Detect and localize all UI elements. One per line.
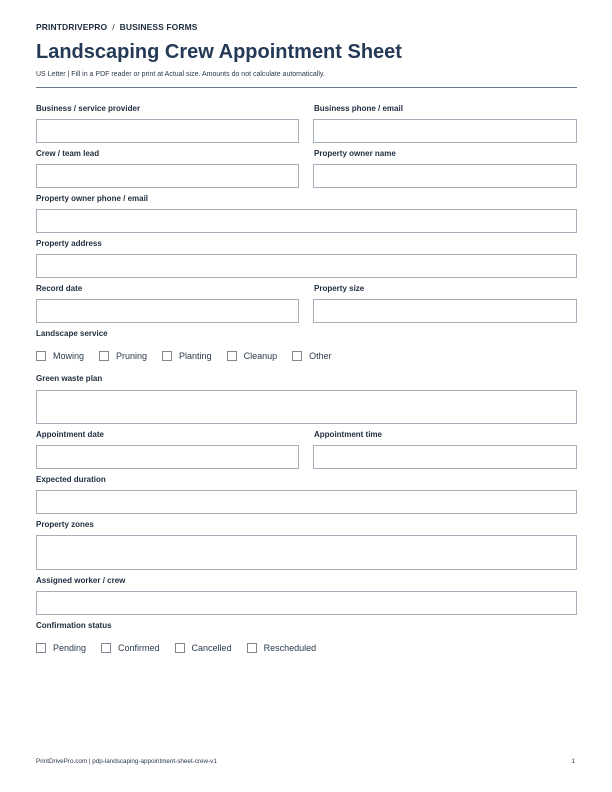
duration-field[interactable] [36,490,577,514]
appointment-time-label: Appointment time [314,430,382,439]
checkbox[interactable] [247,643,257,653]
checkbox[interactable] [292,351,302,361]
landscape-service-options [36,349,347,363]
property-size-label: Property size [314,284,365,293]
record-date-field[interactable] [36,299,299,323]
green-waste-field[interactable] [36,390,577,424]
breadcrumb-brand[interactable]: PRINTDRIVEPRO [36,22,108,32]
property-address-field[interactable] [36,254,577,278]
option-label: Cancelled [191,643,232,653]
footer-text: PrintDrivePro.com | pdp-landscaping-appointment-sheet-crew-v1 [36,758,217,765]
confirmation-option-rescheduled[interactable] [247,643,317,653]
checkbox[interactable] [227,351,237,361]
confirmation-option-cancelled[interactable] [175,643,232,653]
option-label: Other [309,351,332,361]
checkbox[interactable] [101,643,111,653]
property-size-field[interactable] [313,299,577,323]
duration-label: Expected duration [36,475,106,484]
crew-lead-field[interactable] [36,164,299,188]
owner-contact-label: Property owner phone / email [36,194,149,203]
landscape-option-pruning[interactable] [99,351,147,361]
landscape-option-other[interactable] [292,351,332,361]
property-zones-label: Property zones [36,520,94,529]
checkbox[interactable] [99,351,109,361]
option-label: Planting [179,351,212,361]
confirmation-options [36,641,331,655]
landscape-option-cleanup[interactable] [227,351,278,361]
appointment-date-field[interactable] [36,445,299,469]
option-label: Rescheduled [263,643,317,653]
business-contact-label: Business phone / email [314,104,403,113]
option-label: Confirmed [118,643,160,653]
page-number: 1 [571,758,575,765]
breadcrumb [36,22,198,32]
record-date-label: Record date [36,284,83,293]
appointment-date-label: Appointment date [36,430,104,439]
landscape-option-mowing[interactable] [36,351,84,361]
breadcrumb-separator: / [112,22,115,32]
assigned-crew-field[interactable] [36,591,577,615]
business-provider-field[interactable] [36,119,299,143]
confirmation-option-confirmed[interactable] [101,643,160,653]
confirmation-status-label: Confirmation status [36,621,112,630]
business-provider-label: Business / service provider [36,104,141,113]
owner-name-label: Property owner name [314,149,396,158]
form-page [36,0,577,792]
assigned-crew-label: Assigned worker / crew [36,576,126,585]
option-label: Mowing [53,351,85,361]
checkbox[interactable] [36,643,46,653]
option-label: Cleanup [243,351,278,361]
checkbox[interactable] [162,351,172,361]
property-zones-field[interactable] [36,535,577,570]
checkbox[interactable] [36,351,46,361]
owner-name-field[interactable] [313,164,577,188]
property-address-label: Property address [36,239,102,248]
checkbox[interactable] [175,643,185,653]
appointment-time-field[interactable] [313,445,577,469]
business-contact-field[interactable] [313,119,577,143]
green-waste-label: Green waste plan [36,374,103,383]
header-divider [36,87,577,88]
page-subtitle: US Letter | Fill in a PDF reader or print at Actual size. Amounts do not calculate automatically. [36,71,325,78]
option-label: Pruning [116,351,148,361]
landscape-service-label: Landscape service [36,329,108,338]
breadcrumb-section[interactable]: BUSINESS FORMS [119,22,198,32]
confirmation-option-pending[interactable] [36,643,86,653]
page-title: Landscaping Crew Appointment Sheet [36,41,402,63]
crew-lead-label: Crew / team lead [36,149,100,158]
owner-contact-field[interactable] [36,209,577,233]
option-label: Pending [53,643,87,653]
landscape-option-planting[interactable] [162,351,212,361]
